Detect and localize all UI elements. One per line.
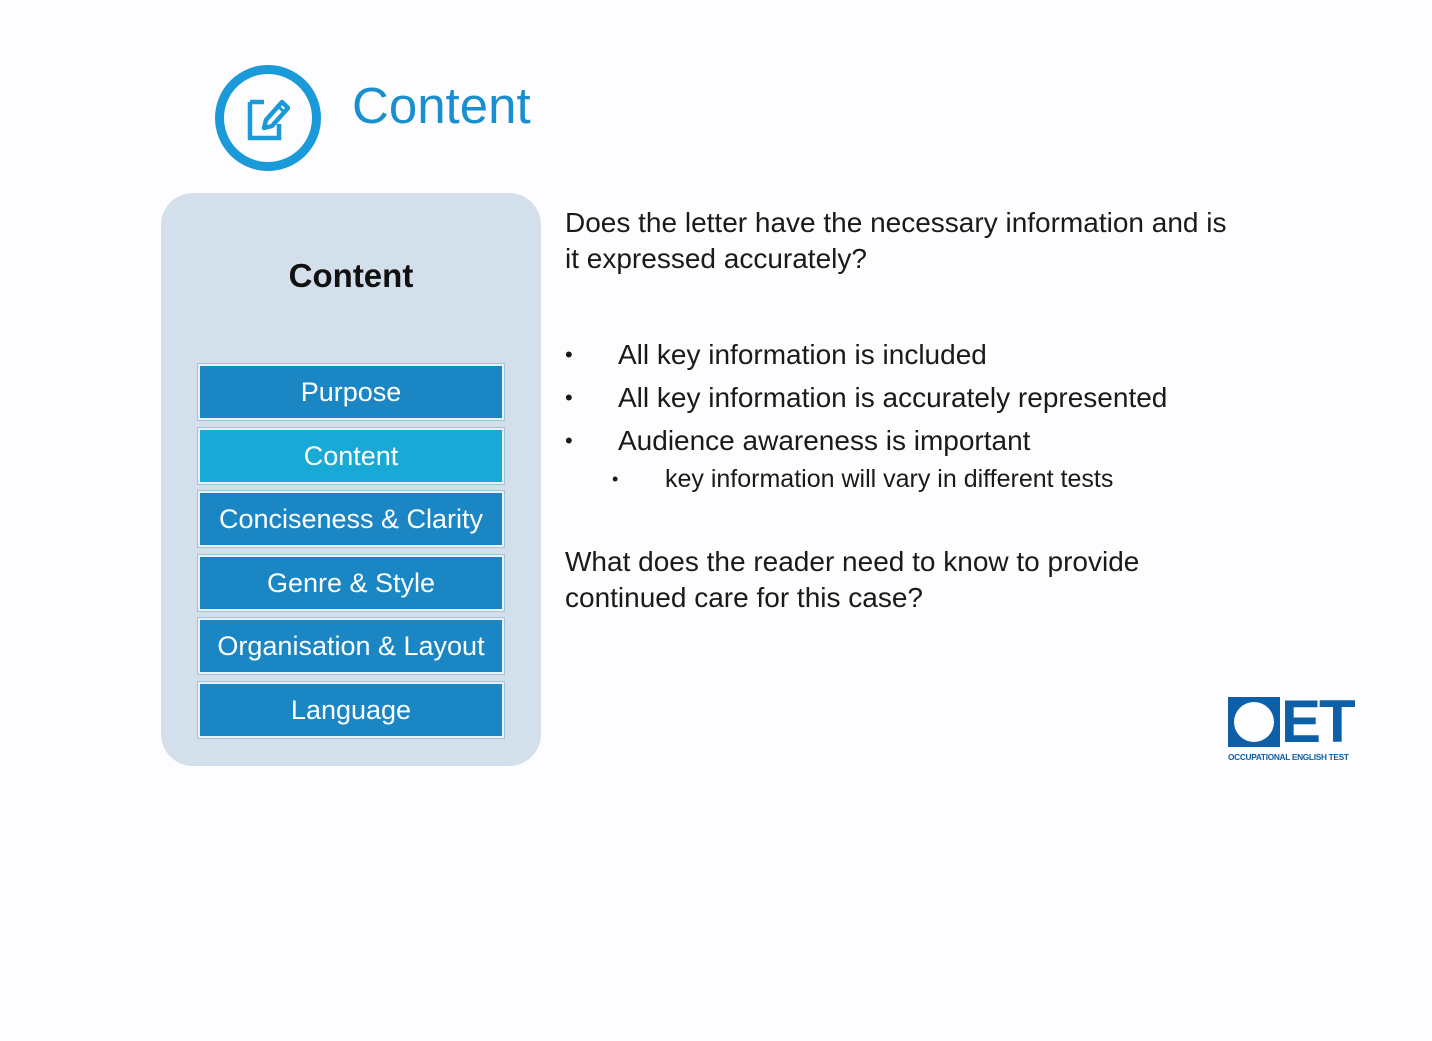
bullet-dot: • [565,342,573,367]
bullet-item [565,376,1167,419]
menu-item-genre-style[interactable]: Genre & Style [198,555,504,611]
question-reader-needs: What does the reader need to know to provide continued care for this case? [565,546,1140,613]
bullet-dot: • [565,428,573,453]
bullet-dot: • [565,385,573,410]
menu-item-conciseness-clarity[interactable]: Conciseness & Clarity [198,491,504,547]
page-title: Content [352,77,531,134]
question-necessary-information: Does the letter have the necessary information and is it expressed accurately? [565,207,1227,274]
bullet-text: All key information is included [618,339,987,370]
oet-logo-letters: ET [1281,688,1354,755]
edit-document-icon [215,65,321,171]
sub-bullet-dot: • [612,469,619,489]
bullet-item [565,419,1167,496]
criteria-menu [198,364,504,746]
panel-title: Content [288,257,414,294]
oet-logo-o-icon [1228,697,1280,747]
menu-item-organisation-layout[interactable]: Organisation & Layout [198,618,504,674]
sub-bullet-item [612,462,1167,496]
menu-item-content[interactable]: Content [198,428,504,484]
sub-bullet-text: key information will vary in different tests [665,465,1114,493]
menu-item-language[interactable]: Language [198,682,504,738]
menu-item-purpose[interactable]: Purpose [198,364,504,420]
oet-logo [1228,688,1360,763]
bullet-list [565,333,1167,496]
bullet-text: All key information is accurately represented [618,382,1168,413]
sub-bullet-list [612,462,1167,496]
oet-logo-mark [1228,688,1360,755]
oet-logo-tagline: OCCUPATIONAL ENGLISH TEST [1228,752,1349,762]
bullet-item [565,333,1167,376]
bullet-text: Audience awareness is important [618,425,1031,456]
edit-document-icon-glyph [246,96,290,142]
